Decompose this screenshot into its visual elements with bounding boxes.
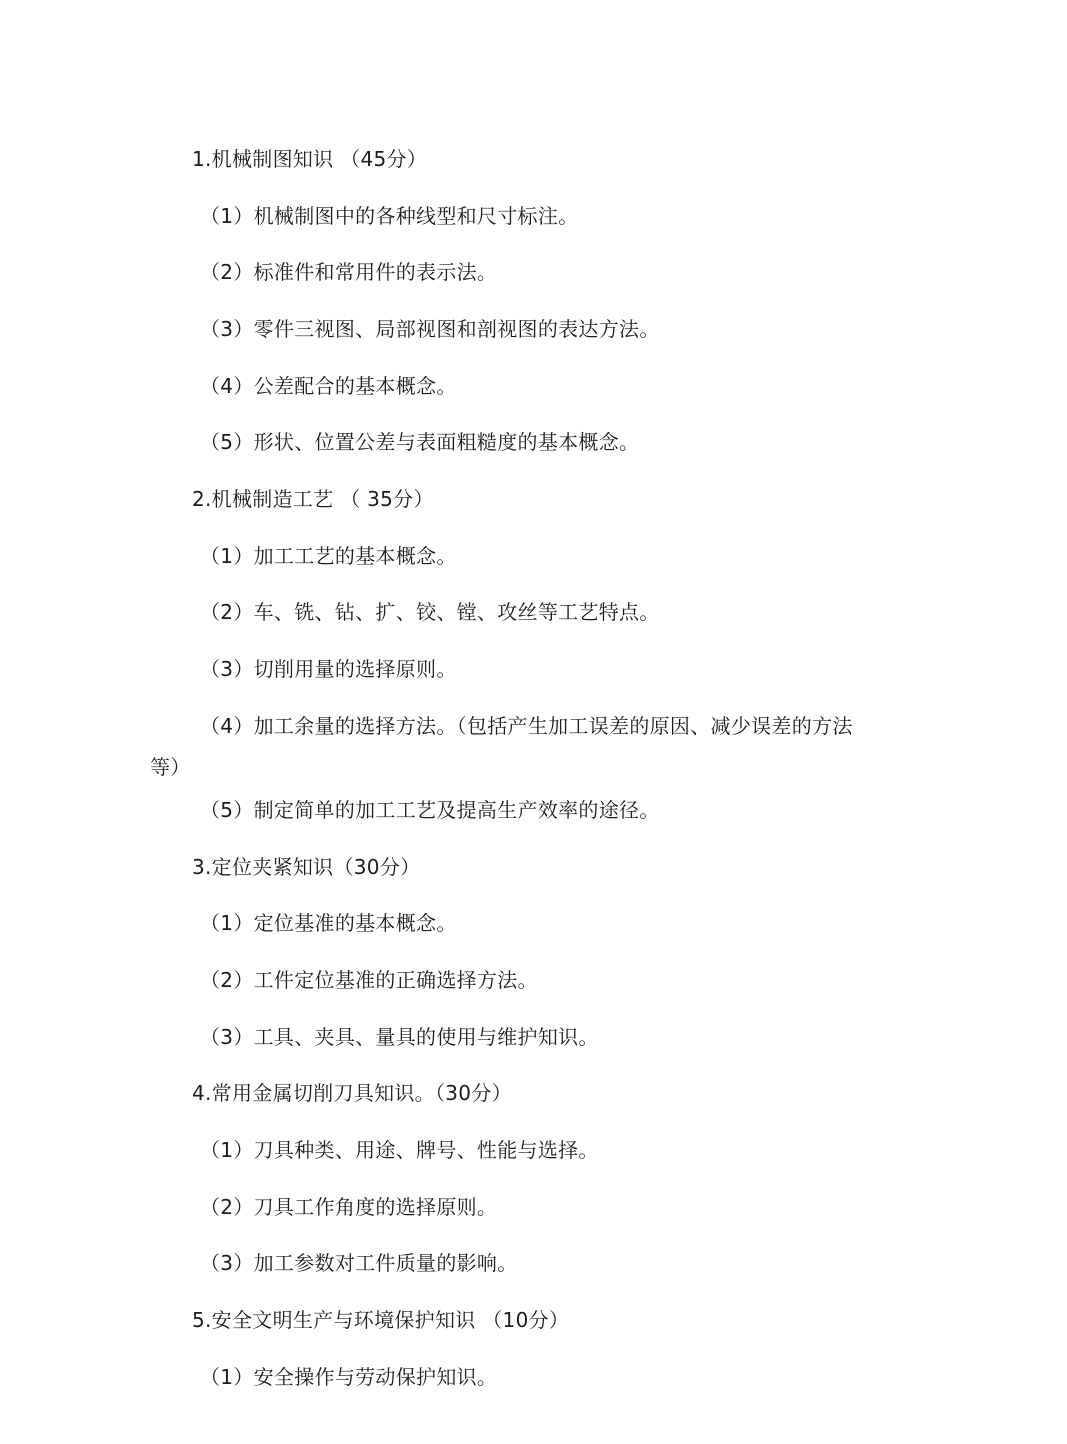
section-2-item-4-continuation: 等） [150, 755, 191, 779]
section-3-heading: 3.定位夹紧知识（30分） [192, 855, 421, 879]
section-2-item-4: （4）加工余量的选择方法。（包括产生加工误差的原因、减少误差的方法 [200, 714, 853, 738]
section-4-item-2: （2）刀具工作角度的选择原则。 [200, 1195, 498, 1219]
section-3-item-2: （2）工件定位基准的正确选择方法。 [200, 968, 538, 992]
section-1-item-5: （5）形状、位置公差与表面粗糙度的基本概念。 [200, 430, 640, 454]
section-4-heading: 4.常用金属切削刀具知识。（30分） [192, 1081, 512, 1105]
section-2-heading: 2.机械制造工艺 （ 35分） [192, 487, 434, 511]
section-2-item-2: （2）车、铣、钻、扩、铰、镗、攻丝等工艺特点。 [200, 600, 660, 624]
section-3-item-3: （3）工具、夹具、量具的使用与维护知识。 [200, 1025, 599, 1049]
section-5-heading: 5.安全文明生产与环境保护知识 （10分） [192, 1308, 570, 1332]
section-4-item-3: （3）加工参数对工件质量的影响。 [200, 1251, 518, 1275]
section-2-item-1: （1）加工工艺的基本概念。 [200, 544, 457, 568]
section-2-item-5: （5）制定简单的加工工艺及提高生产效率的途径。 [200, 798, 660, 822]
section-3-item-1: （1）定位基准的基本概念。 [200, 911, 457, 935]
section-1-heading: 1.机械制图知识 （45分） [192, 147, 428, 171]
section-4-item-1: （1）刀具种类、用途、牌号、性能与选择。 [200, 1138, 599, 1162]
section-1-item-2: （2）标准件和常用件的表示法。 [200, 260, 498, 284]
section-1-item-3: （3）零件三视图、局部视图和剖视图的表达方法。 [200, 317, 660, 341]
section-5-item-1: （1）安全操作与劳动保护知识。 [200, 1365, 498, 1389]
section-1-item-1: （1）机械制图中的各种线型和尺寸标注。 [200, 204, 579, 228]
section-2-item-3: （3）切削用量的选择原则。 [200, 657, 457, 681]
section-1-item-4: （4）公差配合的基本概念。 [200, 374, 457, 398]
